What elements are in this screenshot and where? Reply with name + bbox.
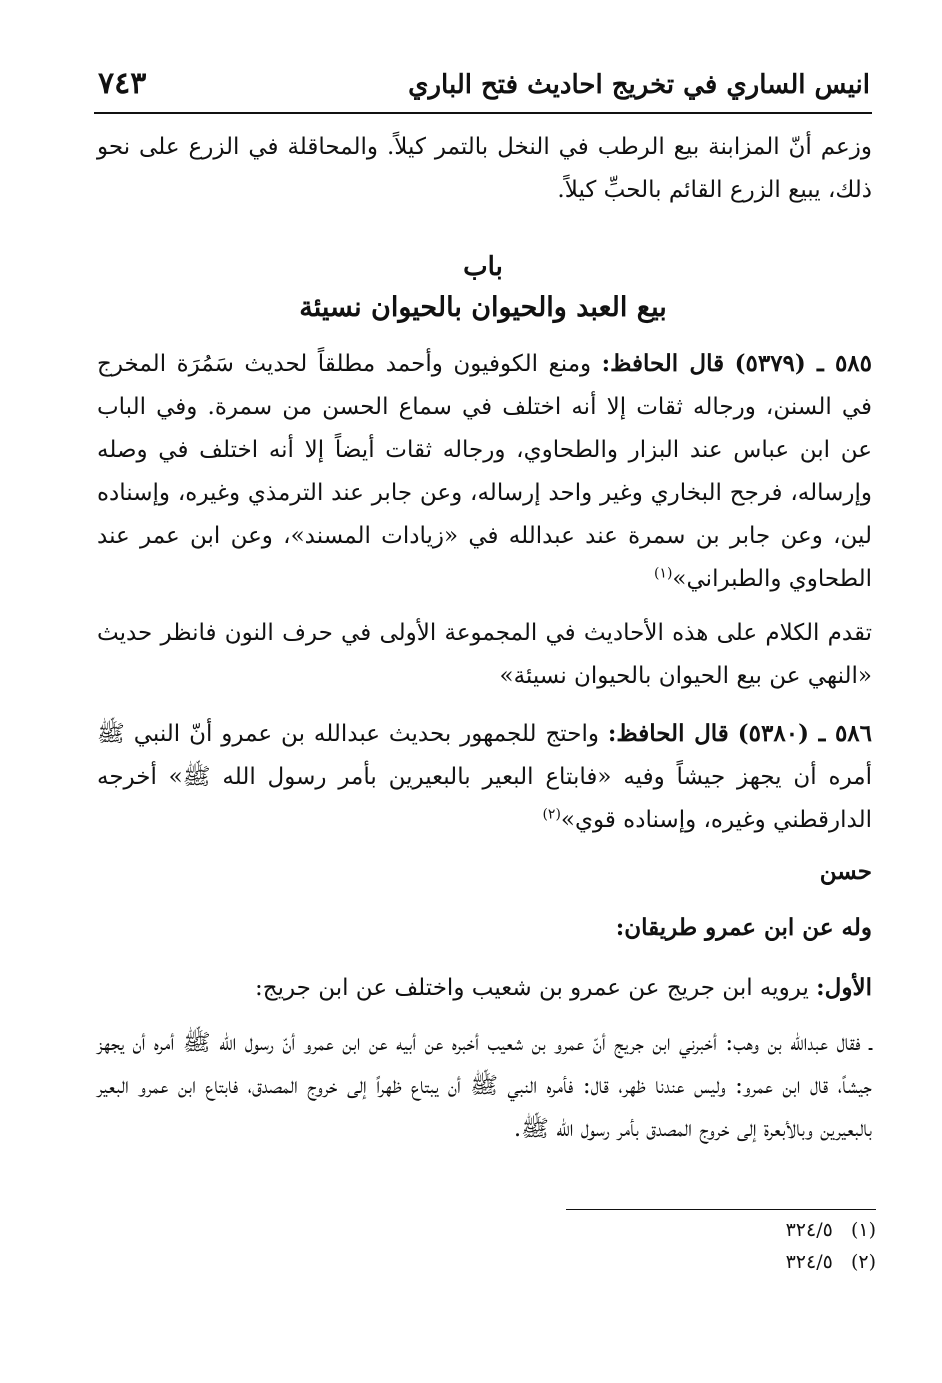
first-path-label: الأول: xyxy=(816,974,872,1001)
first-path xyxy=(97,966,872,1010)
entry-585 xyxy=(97,342,872,601)
footnote-2 xyxy=(576,1248,876,1276)
entry-586-text: واحتج للجمهور بحديث عبدالله بن عمرو أنّ النبي ﷺ أمره أن يجهز جيشاً وفيه «فابتاع البعير بالبعيرين بأمر رسول الله ﷺ» أخرجه الدارقطني وغيره، وإسناده قوي» xyxy=(97,721,872,833)
entry-585-number: ٥٨٥ ـ (٥٣٧٩) xyxy=(734,350,872,377)
first-path-text: يرويه ابن جريج عن عمرو بن شعيب واختلف عن ابن جريج: xyxy=(254,975,809,1001)
footnote-1-ref: (١) xyxy=(850,1219,876,1241)
entry-586 xyxy=(97,712,872,842)
entry-585-text: ومنع الكوفيون وأحمد مطلقاً لحديث سَمُرَة المخرج في السنن، ورجاله ثقات إلا أنه اختلف في سماع الحسن من سمرة. وفي الباب عن ابن عباس عند البزار والطحاوي، ورجاله ثقات أيضاً إلا أنه اختلف في وصله وإرساله، فرجح البخاري وغير واحد إرساله، وعن جابر عند الترمذي وغيره، وإسناده لين، وعن جابر بن سمرة عند عبدالله في «زيادات المسند»، وعن ابن عمر عند الطحاوي والطبراني» xyxy=(97,351,872,592)
running-header-title: انيس الساري في تخريج احاديث فتح الباري xyxy=(408,70,870,100)
footnote-ref-2: (٢) xyxy=(542,806,561,823)
page-number: ٧٤٣ xyxy=(98,66,147,101)
header-rule xyxy=(94,112,872,114)
wahb-paragraph: ـ فقال عبدالله بن وهب: أخبرني ابن جريج أنّ عمرو بن شعيب أخبره عن أبيه عن ابن عمرو أنّ رسول الله ﷺ أمره أن يجهز جيشاً، قال ابن عمرو: وليس عندنا ظهر، قال: فأمره النبي ﷺ أن يبتاع ظهراً إلى خروج المصدق، فابتاع ابن عمرو البعير بالبعيرين وبالأبعرة إلى خروج المصدق بأمر رسول الله ﷺ. xyxy=(97,1030,872,1142)
paths-heading: وله عن ابن عمرو طريقان: xyxy=(615,914,872,941)
footnote-1 xyxy=(576,1216,876,1244)
footnote-2-ref: (٢) xyxy=(850,1251,876,1273)
footnote-rule xyxy=(566,1209,876,1210)
footnote-1-text: ٣٢٤/٥ xyxy=(785,1219,833,1241)
entry-585-label: قال الحافظ: xyxy=(601,350,725,377)
footnote-2-text: ٣٢٤/٥ xyxy=(785,1251,833,1273)
chapter-title: بيع العبد والحيوان بالحيوان نسيئة xyxy=(299,292,667,323)
hadith-grade: حسن xyxy=(819,858,872,885)
entry-585-note: تقدم الكلام على هذه الأحاديث في المجموعة الأولى في حرف النون فانظر حديث «النهي عن بيع الحيوان بالحيوان نسيئة» xyxy=(97,620,872,689)
footnote-ref-1: (١) xyxy=(653,565,673,582)
entry-586-label: قال الحافظ: xyxy=(607,720,729,747)
chapter-label: باب xyxy=(463,252,503,282)
entry-586-number: ٥٨٦ ـ (٥٣٨٠) xyxy=(737,720,873,747)
intro-paragraph: وزعم أنّ المزابنة بيع الرطب في النخل بالتمر كيلاً. والمحاقلة في الزرع على نحو ذلك، يبيع الزرع القائم بالحبِّ كيلاً. xyxy=(97,134,872,203)
